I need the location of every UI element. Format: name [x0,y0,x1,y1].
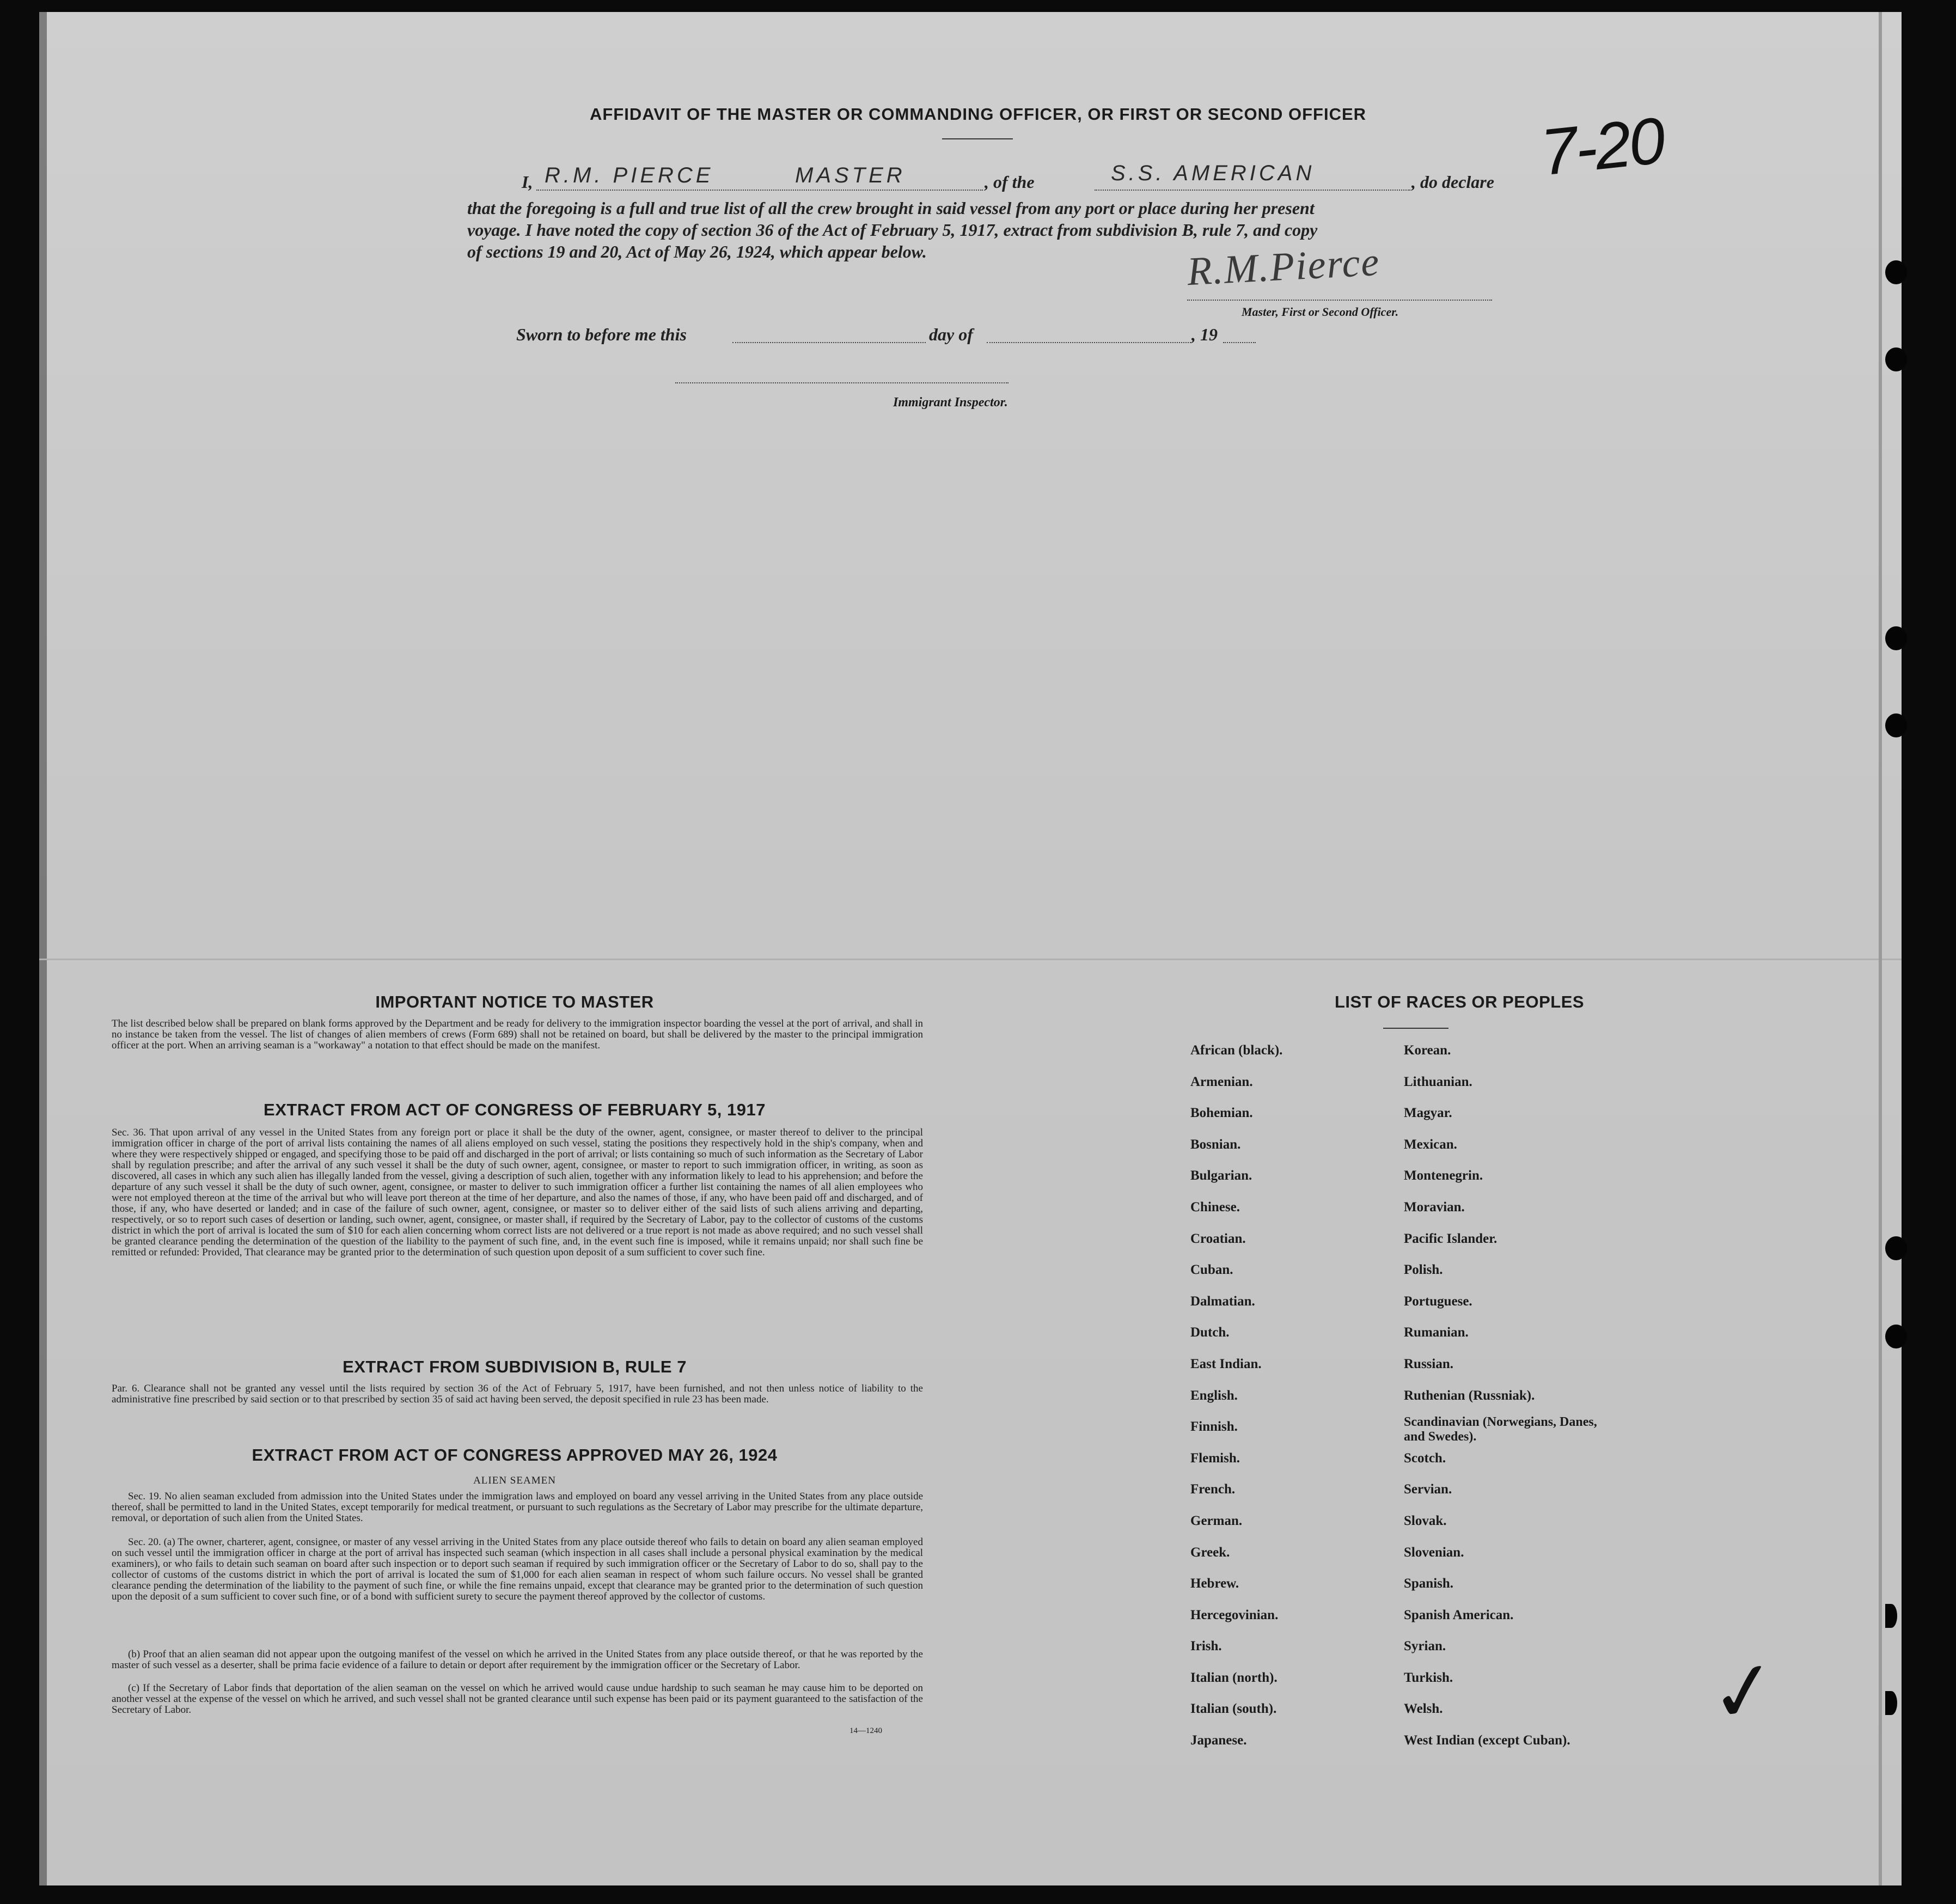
race-left: English. [1190,1388,1238,1403]
extract-1924-sec20b: (b) Proof that an alien seaman did not appear upon the outgoing manifest of the vessel on which he arrived in the United States from any place outside thereof, or that he was reported by the master of such vessel as a deserter, shall be prima facie evidence of a failure to detain or deport after requirement by the immigration officer or the Secretary of Labor. [112,1649,923,1671]
race-row [1190,1576,1680,1608]
extract-1924-title: EXTRACT FROM ACT OF CONGRESS APPROVED MAY 26, 1924 [252,1445,778,1464]
affidavit-i-label: I, [522,172,533,192]
race-left: Italian (north). [1190,1670,1277,1685]
race-row [1190,1670,1680,1702]
do-declare-label: , do declare [1411,172,1494,192]
race-right: Scandinavian (Norwegians, Danes, and Swedes). [1404,1415,1597,1444]
race-right: Welsh. [1404,1701,1443,1717]
extract-rule7-title: EXTRACT FROM SUBDIVISION B, RULE 7 [343,1357,687,1376]
page-number-annotation: 7-20 [1537,103,1667,190]
race-left: Hebrew. [1190,1576,1239,1591]
race-row [1190,1200,1680,1231]
extract-rule7-text: Par. 6. Clearance shall not be granted any vessel until the lists required by section 36 of the Act of February 5, 1917, have been furnished, and not then unless notice of liability to the administrative fine prescribed by said section or to that prescribed by section 35 of said act having been served, the deposit specified in rule 23 has been made. [112,1383,923,1405]
inspector-signature-line [675,382,1008,383]
races-list [1190,1043,1680,1765]
race-row [1190,1639,1680,1670]
page-edge-shadow [39,12,47,1885]
sworn-year-line [1223,342,1256,343]
sworn-day-line [732,342,926,343]
race-row [1190,1415,1680,1451]
title-rule [942,138,1013,139]
signature-caption: Master, First or Second Officer. [1242,305,1399,319]
race-row [1190,1545,1680,1577]
fold-line [39,959,1902,960]
page-right-border [1879,12,1882,1885]
race-left: Bohemian. [1190,1106,1253,1121]
race-left: Armenian. [1190,1074,1253,1089]
race-left: Japanese. [1190,1733,1247,1748]
race-left: Cuban. [1190,1262,1233,1278]
master-name: R.M. PIERCE [545,163,714,187]
race-left: Bosnian. [1190,1137,1241,1152]
race-right: Moravian. [1404,1199,1465,1215]
signature-line [1187,300,1492,301]
race-right: Slovenian. [1404,1545,1464,1560]
race-left: Croatian. [1190,1231,1246,1246]
race-right: Servian. [1404,1482,1452,1497]
race-right: Polish. [1404,1262,1443,1278]
races-title: LIST OF RACES OR PEOPLES [1334,992,1585,1011]
race-row [1190,1514,1680,1545]
punch-hole [1885,1236,1907,1260]
race-left: Dutch. [1190,1325,1230,1340]
extract-1924-subtitle: ALIEN SEAMEN [473,1475,556,1486]
race-right: Montenegrin. [1404,1168,1483,1183]
form-number: 14—1240 [849,1726,882,1735]
race-right: Korean. [1404,1043,1451,1058]
race-row [1190,1701,1680,1733]
race-right: Syrian. [1404,1639,1446,1654]
race-row [1190,1357,1680,1388]
of-the-label: , of the [985,172,1035,192]
extract-1924-sec19: Sec. 19. No alien seaman excluded from admission into the United States under the immigration laws and employed on board any vessel arriving in the United States from any place outside thereof, shall be permitted to land in the United States, except temporarily for medical treatment, or pursuant to such regulations as the Secretary of Labor may prescribe for the ultimate departure, removal, or deportation of such alien from the United States. [112,1491,923,1524]
master-rank: MASTER [795,163,906,187]
sworn-day-label: day of [929,325,973,344]
race-left: African (black). [1190,1043,1283,1058]
extract-1917-text: Sec. 36. That upon arrival of any vessel in the United States from any foreign port or place it shall be the duty of the owner, agent, consignee, or master thereof to deliver to the principal immigration officer in charge of the port of arrival lists containing the names of all aliens employed on such vessel, stating the positions they respectively hold in the ship's company, when and where they were respectively shipped or engaged, and specifying those to be paid off and discharged in the port of arrival; or lists containing so much of such information as the Secretary of Labor shall by regulation prescribe; and after the arrival of any such vessel it shall be the duty of such owner, agent, consignee, or master to report to such immigration officer, in writing, as soon as discovered, all cases in which any such alien has illegally landed from the vessel, giving a description of such alien, together with any information likely to lead to his apprehension; and before the departure of any such vessel it shall be the duty of such owner, agent, consignee, or master to deliver to such immigration officer a further list containing the names of all alien employees who were not employed thereon at the time of the arrival but who will leave port thereon at the time of her departure, and also the names of those, if any, who have been paid off and discharged, and of those, if any, who have deserted or landed; and in case of the failure of such owner, agent, consignee, or master so to deliver either of the said lists of such aliens arriving and departing, respectively, or so to report such cases of desertion or landing, such owner, agent, consignee, or master shall, if required by the Secretary of Labor, pay to the collector of customs of the customs district in which the port of arrival is located the sum of $10 for each alien concerning whom correct lists are not delivered or a true report is not made as above required; and no such vessel shall be granted clearance pending the determination of the question of the liability to the payment of such fine, and, in the event such fine is imposed, while it remains unpaid; nor shall such fine be remitted or refunded: Provided, That clearance may be granted prior to the determination of such question upon deposit of a sum sufficient to cover such fine. [112,1127,923,1258]
punch-hole [1885,1325,1907,1348]
race-row [1190,1262,1680,1294]
race-left: German. [1190,1513,1243,1528]
sworn-year-label: , 19 [1191,325,1218,344]
race-right: Rumanian. [1404,1325,1469,1340]
race-right: Turkish. [1404,1670,1453,1685]
vessel-name: S.S. AMERICAN [1111,161,1315,185]
race-right: Mexican. [1404,1137,1457,1152]
punch-hole [1885,260,1907,284]
race-left: Greek. [1190,1545,1230,1560]
race-right: Portuguese. [1404,1293,1472,1309]
master-signature: R.M.Pierce [1186,239,1382,295]
notice-text: The list described below shall be prepared on blank forms approved by the Department and be ready for delivery to the immigration inspector boarding the vessel at the port of arrival, and shall in no instance be taken from the vessel. The list of changes of alien members of crews (Form 689) shall not be retained on board, but shall be delivered by the master to the principal immigration officer at the port. When an arriving seaman is a "workaway" a notation to that effect should be made on the manifest. [112,1018,923,1051]
race-right: Lithuanian. [1404,1074,1472,1089]
race-row [1190,1043,1680,1075]
check-mark-annotation: ✓ [1703,1641,1784,1742]
sworn-prefix: Sworn to before me this [516,325,687,344]
vessel-name-line [1095,190,1410,191]
race-right: Slovak. [1404,1513,1447,1528]
race-left: Italian (south). [1190,1701,1277,1717]
race-right: Pacific Islander. [1404,1231,1497,1246]
punch-hole [1885,713,1907,737]
race-row [1190,1451,1680,1482]
race-left: Dalmatian. [1190,1293,1255,1309]
race-left: Finnish. [1190,1419,1238,1435]
race-left: Flemish. [1190,1450,1240,1466]
extract-1924-sec20c: (c) If the Secretary of Labor finds that deportation of the alien seaman on the vessel on which he arrived would cause undue hardship to such seaman he may cause him to be deported on another vessel at the expense of the vessel on which he arrived, and such vessel shall not be granted clearance until such expense has been paid or its payment guaranteed to the satisfaction of the Secretary of Labor. [112,1682,923,1716]
race-left: Hercegovinian. [1190,1607,1279,1622]
extract-1924-sec20a: Sec. 20. (a) The owner, charterer, agent, consignee, or master of any vessel arriving in the United States from any place outside thereof who fails to detain on board any alien seaman employed on such vessel until the immigration officer in charge at the port of arrival has inspected such seaman (which inspection in all cases shall include a personal physical examination by the medical examiners), or who fails to detain such seaman on board after such inspection or to deport such seaman if required by such immigration officer or the Secretary of Labor to do so, shall pay to the collector of customs of the customs district in which the port of arrival is located the sum of $1,000 for each alien seaman in respect of whom such failure occurs. No vessel shall be granted clearance pending the determination of the liability to the payment of such fine, or while the fine remains unpaid, except that clearance may be granted prior to the determination of such question upon the deposit of a sum sufficient to cover such fine, or of a bond with sufficient surety to secure the payment thereof approved by the collector of customs. [112,1536,923,1602]
race-row [1190,1608,1680,1639]
punch-hole [1885,626,1907,650]
race-row [1190,1168,1680,1200]
declaration-line-2: voyage. I have noted the copy of section 36 of the Act of February 5, 1917, extract from subdivision B, rule 7, and copy [467,220,1318,240]
race-right: Magyar. [1404,1106,1452,1121]
race-left: East Indian. [1190,1356,1262,1371]
sworn-month-line [987,342,1191,343]
race-right: Scotch. [1404,1450,1446,1466]
race-row [1190,1482,1680,1514]
declaration-line-3: of sections 19 and 20, Act of May 26, 1924, which appear below. [467,242,927,261]
race-right: Spanish American. [1404,1607,1514,1622]
race-row [1190,1294,1680,1326]
race-left: Bulgarian. [1190,1168,1252,1183]
race-row [1190,1231,1680,1263]
punch-hole [1885,347,1907,371]
affidavit-title: AFFIDAVIT OF THE MASTER OR COMMANDING OFFICER, OR FIRST OR SECOND OFFICER [589,105,1367,124]
race-row [1190,1106,1680,1137]
race-left: French. [1190,1482,1236,1497]
race-right: Ruthenian (Russniak). [1404,1388,1535,1403]
race-right: West Indian (except Cuban). [1404,1733,1570,1748]
race-left: Chinese. [1190,1199,1240,1215]
race-row [1190,1733,1680,1765]
declaration-line-1: that the foregoing is a full and true list of all the crew brought in said vessel from any port or place during her present [467,198,1315,218]
extract-1917-title: EXTRACT FROM ACT OF CONGRESS OF FEBRUARY 5, 1917 [264,1100,766,1119]
punch-hole [1885,1604,1897,1628]
races-title-rule [1383,1028,1448,1029]
race-row [1190,1075,1680,1106]
notice-title: IMPORTANT NOTICE TO MASTER [375,992,654,1011]
race-right: Russian. [1404,1356,1454,1371]
race-left: Irish. [1190,1639,1222,1654]
inspector-caption: Immigrant Inspector. [893,395,1008,410]
race-row [1190,1137,1680,1169]
race-right: Spanish. [1404,1576,1454,1591]
race-row [1190,1325,1680,1357]
punch-hole [1885,1691,1897,1715]
master-name-line [536,190,983,191]
